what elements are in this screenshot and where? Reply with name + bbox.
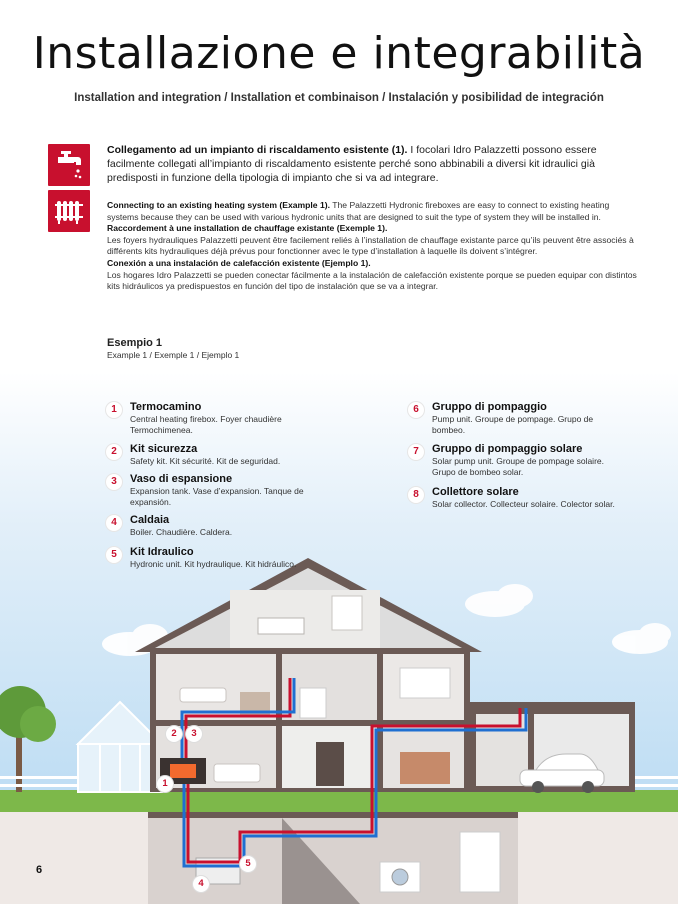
legend-number: 5 — [106, 547, 122, 563]
faucet-icon — [48, 144, 90, 186]
legend-item — [408, 443, 623, 478]
fr-heading: Raccordement à une installation de chauffage existante (Exemple 1). — [107, 223, 388, 234]
legend-item — [106, 473, 306, 508]
legend-number: 6 — [408, 402, 424, 418]
pin-marker: 1 — [157, 776, 173, 792]
page-title: Installazione e integrabilità — [32, 28, 646, 79]
legend-title: Termocamino — [130, 401, 202, 413]
legend-title: Kit sicurezza — [130, 443, 198, 455]
en-heading: Connecting to an existing heating system (Example 1). — [107, 200, 331, 210]
legend-number: 2 — [106, 444, 122, 460]
legend-title: Kit Idraulico — [130, 546, 194, 558]
radiator-icon — [48, 190, 90, 232]
legend-desc: Hydronic unit. Kit hydraulique. Kit hidráulico. — [130, 559, 297, 569]
intro-paragraph — [107, 143, 637, 185]
legend-item — [106, 443, 306, 467]
legend-title: Collettore solare — [432, 486, 519, 498]
legend-number: 3 — [106, 474, 122, 490]
page-number: 6 — [36, 864, 43, 876]
legend-item — [106, 514, 306, 538]
legend-desc: Expansion tank. Vase d’expansion. Tanque de expansión. — [130, 486, 304, 507]
legend-item — [106, 546, 306, 570]
legend-desc: Solar pump unit. Groupe de pompage solaire. Grupo de bombeo solar. — [432, 456, 604, 477]
pin-marker: 3 — [186, 726, 202, 742]
legend-desc: Safety kit. Kit sécurité. Kit de seguridad. — [130, 456, 281, 466]
legend-desc: Boiler. Chaudière. Caldera. — [130, 527, 233, 537]
example-title: Esempio 1 — [107, 337, 163, 349]
intro-body: I focolari Idro Palazzetti possono essere facilmente collegati all’impianto di riscaldamento esistente perché sono abbinabili a diversi kit idraulici già predisposti in funzione della tipologia di impianto che si va ad integrare. — [107, 144, 597, 184]
legend-desc: Central heating firebox. Foyer chaudière Termochimenea. — [130, 414, 282, 435]
legend-number: 4 — [106, 515, 122, 531]
legend-desc: Solar collector. Collecteur solaire. Colector solar. — [432, 499, 615, 509]
page-subtitle: Installation and integration / Installation et combinaison / Instalación y posibilidad de integración — [74, 92, 604, 104]
legend-item — [106, 401, 306, 436]
en-body: The Palazzetti Hydronic fireboxes are easy to connect to existing heating systems because they can be used with various hydronic units that are designed to suit the type of system they will be installed in. — [107, 200, 610, 222]
legend-title: Gruppo di pompaggio solare — [432, 443, 583, 455]
pin-marker: 5 — [240, 856, 256, 872]
legend-item — [408, 486, 643, 510]
legend-title: Vaso di espansione — [130, 473, 233, 485]
legend-title: Gruppo di pompaggio — [432, 401, 547, 413]
es-body: Los hogares Idro Palazzetti se pueden conectar fácilmente a la instalación de calefacción existente porque se pueden equipar con distintos kits hidráulicos ya predispuestos en función del tipo de instalación que se va a integrar. — [107, 269, 637, 292]
legend-number: 1 — [106, 402, 122, 418]
fr-body: Les foyers hydrauliques Palazzetti peuvent être facilement reliés à l’installation de chauffage existante parce qu’ils peuvent être associés à différents kits hydrauliques déjà prévus pour fonctionner avec le type d’installation à laquelle ils doivent s’intégrer. — [107, 234, 634, 257]
pin-marker: 2 — [166, 726, 182, 742]
legend-number: 7 — [408, 444, 424, 460]
translations-block — [107, 200, 642, 293]
pin-marker: 4 — [193, 876, 209, 892]
legend-item — [408, 401, 623, 436]
example-subtitle: Example 1 / Exemple 1 / Ejemplo 1 — [107, 350, 240, 360]
legend-desc: Pump unit. Groupe de pompage. Grupo de bombeo. — [432, 414, 594, 435]
intro-heading: Collegamento ad un impianto di riscaldamento esistente (1). — [107, 144, 408, 156]
legend-number: 8 — [408, 487, 424, 503]
legend-title: Caldaia — [130, 514, 170, 526]
es-heading: Conexión a una instalación de calefacción existente (Ejemplo 1). — [107, 257, 371, 268]
